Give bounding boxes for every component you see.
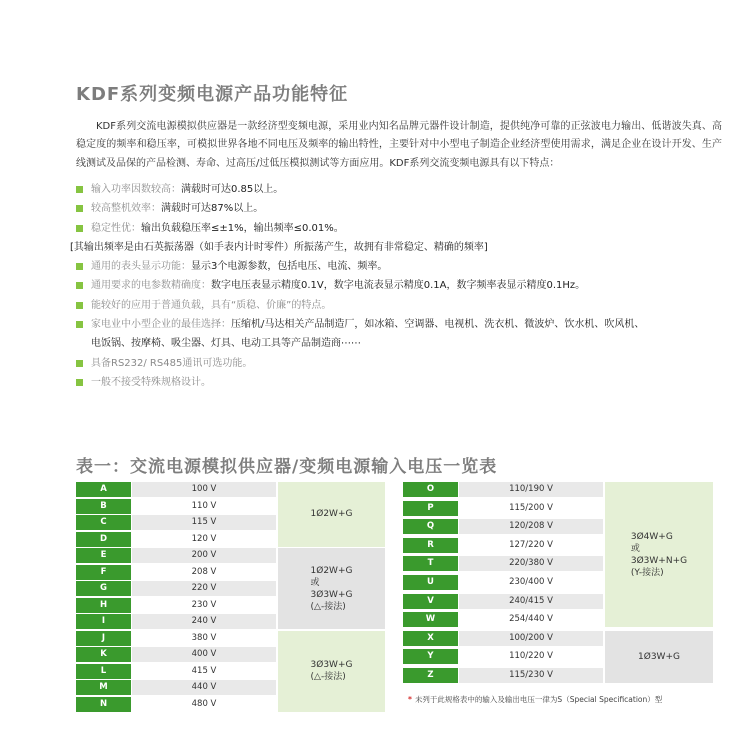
square-bullet-icon <box>76 360 83 367</box>
feature-item <box>76 219 736 238</box>
voltage-value: 115/230 V <box>459 668 603 683</box>
wiring-line: 3Ø4W+G <box>630 531 673 542</box>
voltage-code: L <box>76 664 131 679</box>
intro-paragraph: KDF系列交流电源模拟供应器是一款经济型变频电源，采用业内知名品牌元器件设计制造，提供纯净可靠的正弦波电力输出、低谐波失真、高稳定度的频率和稳压率，可模拟世界各地不同电压及频率的输出特性，主要针对中小型电子制造企业经济型使用需求，满足企业在设计开发、生产线测试及品保的产品检测、寿命、过高压/过低压模拟测试等方面应用。KDF系列交流变频电源具有以下特点： <box>76 121 722 169</box>
voltage-value: 254/440 V <box>509 614 553 625</box>
voltage-code: V <box>403 594 458 609</box>
square-bullet-icon <box>76 205 83 212</box>
feature-label: 较高整机效率： <box>91 203 161 215</box>
voltage-value: 100/200 V <box>459 631 603 646</box>
wiring-line: 3Ø3W+G <box>310 660 353 670</box>
feature-item <box>76 354 736 373</box>
voltage-value: 115 V <box>132 515 276 530</box>
feature-value: 满载时可达87%以上。 <box>161 203 264 215</box>
voltage-code: W <box>403 612 458 627</box>
wiring-group <box>605 482 713 627</box>
voltage-value: 480 V <box>191 698 217 709</box>
voltage-value: 208 V <box>191 566 217 577</box>
square-bullet-icon <box>76 282 83 289</box>
voltage-code: N <box>76 697 131 712</box>
voltage-value: 220 V <box>132 581 276 596</box>
feature-plain: 具备RS232/ RS485通讯可选功能。 <box>91 357 253 369</box>
footnote-text: 未列于此规格表中的输入及输出电压一律为S（Special Specification）型 <box>414 695 663 704</box>
feature-label: 通用的表头显示功能： <box>91 261 191 273</box>
feature-item <box>76 373 736 392</box>
voltage-value: 115/200 V <box>509 502 553 513</box>
feature-plain: 能较好的应用于普通负载，具有“质稳、价廉”的特点。 <box>91 299 332 311</box>
voltage-value: 127/220 V <box>509 539 553 550</box>
feature-value: 压缩机/马达相关产品制造厂，如冰箱、空调器、电视机、洗衣机、微波炉、饮水机、吹风机、 <box>231 319 645 331</box>
wiring-group <box>278 631 385 712</box>
voltage-value: 400 V <box>132 647 276 662</box>
wiring-line: 或 <box>630 543 640 554</box>
voltage-value: 220/380 V <box>459 556 603 571</box>
voltage-value: 380 V <box>191 632 217 643</box>
feature-plain: 一般不接受特殊规格设计。 <box>91 376 211 388</box>
voltage-code: E <box>76 548 131 563</box>
square-bullet-icon <box>76 379 83 386</box>
feature-value: 数字电压表显示精度0.1V，数字电流表显示精度0.1A，数字频率表显示精度0.1Hz。 <box>211 280 586 292</box>
wiring-line: 3Ø3W+N+G <box>630 555 688 566</box>
voltage-value: 120/208 V <box>459 519 603 534</box>
voltage-value: 120 V <box>191 533 217 544</box>
voltage-code: Q <box>403 519 458 534</box>
voltage-code: R <box>403 538 458 553</box>
voltage-code: I <box>76 614 131 629</box>
square-bullet-icon <box>76 225 83 232</box>
voltage-value: 240/415 V <box>459 594 603 609</box>
voltage-value: 110 V <box>191 500 217 511</box>
wiring-group <box>605 631 713 683</box>
voltage-value: 440 V <box>132 680 276 695</box>
wiring-line: 1Ø2W+G <box>310 565 353 576</box>
voltage-value: 230/400 V <box>509 577 553 587</box>
feature-item <box>76 296 736 315</box>
voltage-code: D <box>76 532 131 547</box>
wiring-line: (Y-接法) <box>630 567 664 578</box>
voltage-code: B <box>76 499 131 514</box>
square-bullet-icon <box>76 186 83 193</box>
voltage-code: U <box>403 575 458 590</box>
wiring-line: (△-接法) <box>310 672 346 682</box>
voltage-code: O <box>403 482 458 497</box>
feature-list <box>70 180 736 392</box>
wiring-line: 1Ø3W+G <box>638 651 680 662</box>
voltage-code: Y <box>403 649 458 664</box>
voltage-table-right <box>403 482 713 687</box>
square-bullet-icon <box>76 263 83 270</box>
feature-item <box>76 199 736 218</box>
voltage-code: A <box>76 482 131 497</box>
voltage-code: P <box>403 501 458 516</box>
voltage-code: G <box>76 581 131 596</box>
wiring-line: 3Ø3W+G <box>310 589 353 600</box>
voltage-value: 200 V <box>132 548 276 563</box>
feature-value: 满载时可达0.85以上。 <box>181 184 284 195</box>
voltage-code: X <box>403 631 458 646</box>
voltage-value: 240 V <box>132 614 276 629</box>
square-bullet-icon <box>76 302 83 309</box>
feature-value: 显示3个电源参数，包括电压、电流、频率。 <box>191 261 388 273</box>
feature-item <box>76 276 736 295</box>
voltage-value: 100 V <box>132 482 276 497</box>
voltage-code: Z <box>403 668 458 683</box>
feature-cont: 电饭锅、按摩椅、吸尘器、灯具、电动工具等产品制造商⋯⋯ <box>91 338 361 350</box>
voltage-value: 110/190 V <box>459 482 603 497</box>
voltage-code: T <box>403 556 458 571</box>
feature-item <box>76 180 736 199</box>
wiring-group <box>278 548 385 629</box>
feature-label: 稳定性优： <box>91 222 141 234</box>
wiring-line: 1Ø2W+G <box>310 509 353 520</box>
wiring-group <box>278 482 385 547</box>
wiring-line: (△-接法) <box>310 601 346 612</box>
footnote <box>408 694 662 705</box>
feature-item <box>76 315 736 334</box>
feature-label: 家电业中小型企业的最佳选择： <box>91 319 231 331</box>
voltage-value: 110/220 V <box>509 651 553 662</box>
asterisk-icon: * <box>408 695 412 704</box>
square-bullet-icon <box>76 321 83 328</box>
voltage-table-left <box>76 482 385 713</box>
voltage-value: 415 V <box>191 665 217 676</box>
voltage-code: M <box>76 680 131 695</box>
feature-label: 输入功率因数较高： <box>91 184 181 195</box>
feature-value: 输出负载稳压率≤±1%，输出频率≤0.01%。 <box>141 222 344 234</box>
voltage-value: 230 V <box>191 599 217 610</box>
voltage-code: H <box>76 598 131 613</box>
voltage-code: J <box>76 631 131 646</box>
feature-item: [其输出频率是由石英振荡器（如手表内计时零件）所振荡产生，故拥有非常稳定、精确的频率] <box>70 241 488 253</box>
feature-label: 通用要求的电参数精确度： <box>91 280 211 292</box>
feature-item <box>76 257 736 276</box>
voltage-code: F <box>76 565 131 580</box>
table-title: 表一：交流电源模拟供应器/变频电源输入电压一览表 <box>76 457 498 477</box>
page-title: KDF系列变频电源产品功能特征 <box>76 84 349 105</box>
feature-item <box>76 334 736 353</box>
voltage-code: K <box>76 647 131 662</box>
voltage-code: C <box>76 515 131 530</box>
wiring-line: 或 <box>310 577 320 588</box>
